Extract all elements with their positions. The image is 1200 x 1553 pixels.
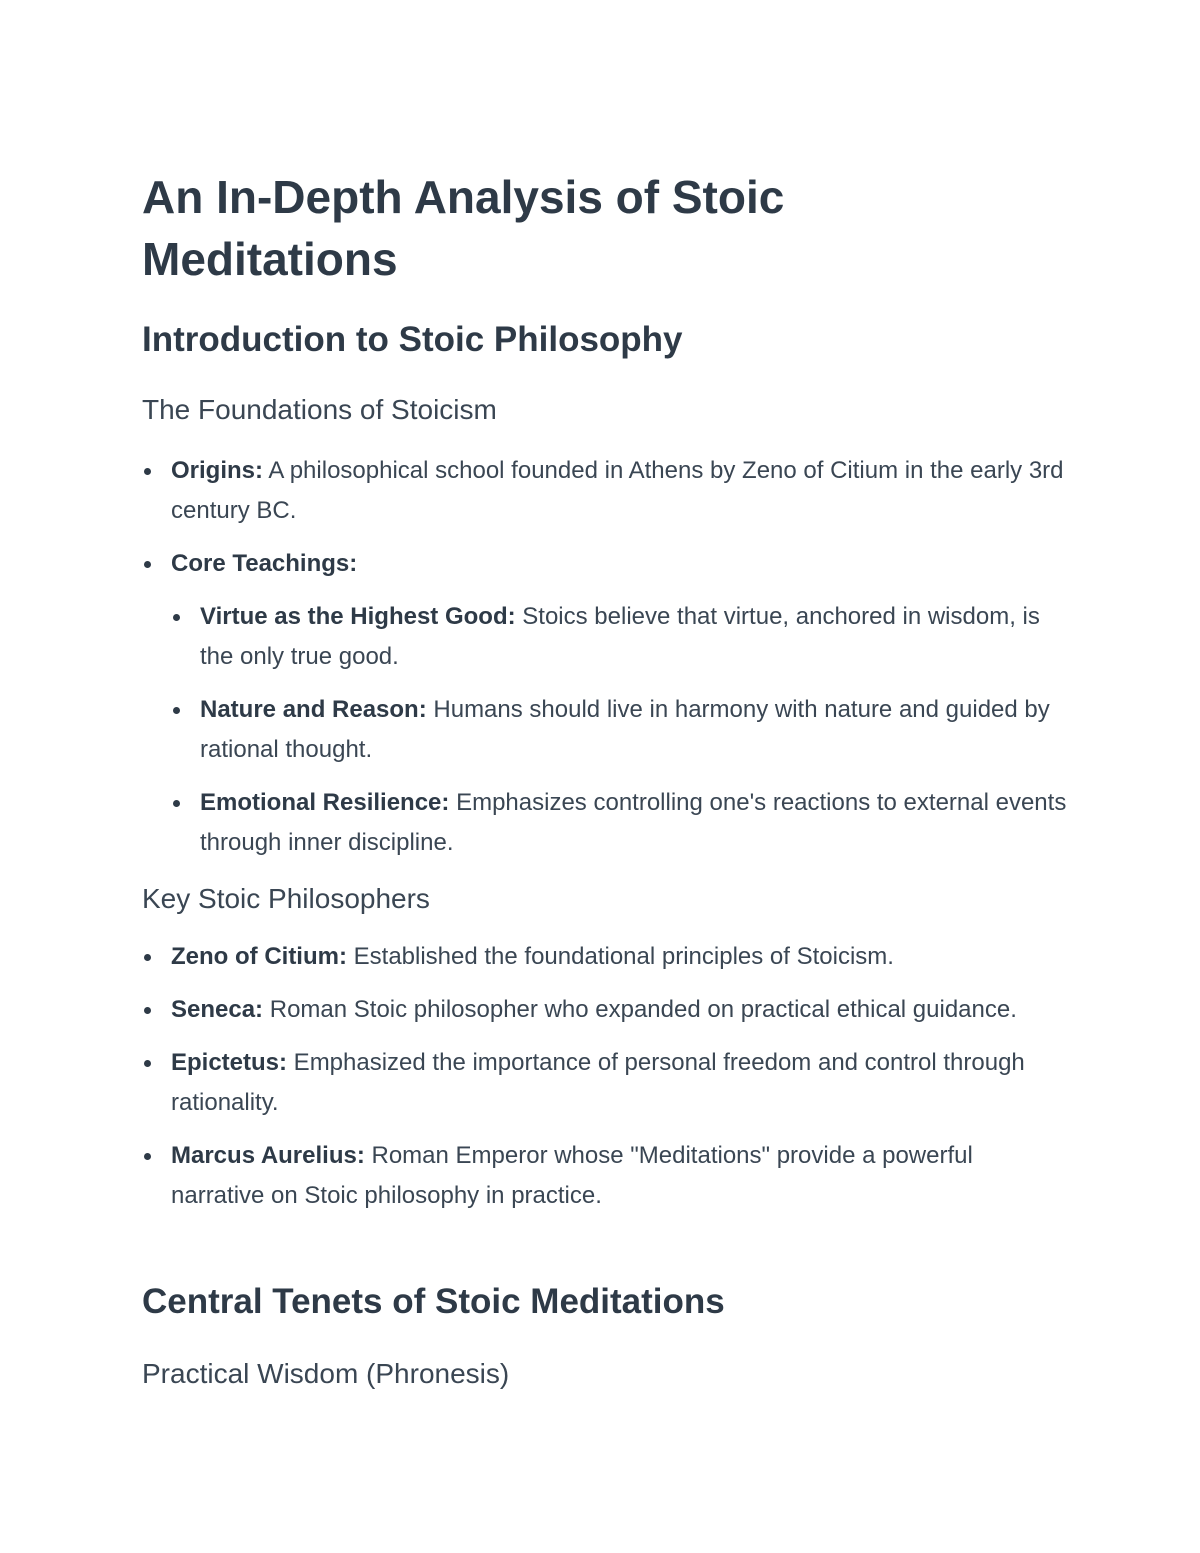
list-item-term: Core Teachings: xyxy=(171,550,358,577)
nested-list-container xyxy=(142,597,1072,863)
section-heading-central-tenets: Central Tenets of Stoic Meditations xyxy=(142,1282,725,1321)
list-item-text: Humans should live in harmony with nature and guided by rational thought. xyxy=(200,696,1050,763)
bullet-icon xyxy=(144,1153,151,1160)
list-item-origins xyxy=(142,451,1072,531)
list-item-text: Emphasized the importance of personal freedom and control through rationality. xyxy=(171,1049,1025,1116)
list-item-term: Zeno of Citium: xyxy=(171,943,347,970)
list-item-text: Roman Stoic philosopher who expanded on practical ethical guidance. xyxy=(263,996,1017,1023)
philosophers-list xyxy=(142,937,1072,1216)
list-item-term: Marcus Aurelius: xyxy=(171,1142,365,1169)
list-item-term: Epictetus: xyxy=(171,1049,288,1076)
bullet-icon xyxy=(173,800,180,807)
list-item-term: Virtue as the Highest Good: xyxy=(200,603,516,630)
list-item-core-teachings xyxy=(142,544,1072,584)
subsection-heading-practical-wisdom: Practical Wisdom (Phronesis) xyxy=(142,1358,510,1389)
bullet-icon xyxy=(173,614,180,621)
section-heading-introduction: Introduction to Stoic Philosophy xyxy=(142,320,683,359)
document-title: An In-Depth Analysis of Stoic Meditations xyxy=(142,171,785,285)
bullet-icon xyxy=(144,954,151,961)
sublist-item-nature xyxy=(171,690,1072,770)
bullet-icon xyxy=(144,1060,151,1067)
list-item-term: Seneca: xyxy=(171,996,264,1023)
list-item-term: Emotional Resilience: xyxy=(200,789,450,816)
subsection-heading-foundations: The Foundations of Stoicism xyxy=(142,394,497,425)
list-item-term: Nature and Reason: xyxy=(200,696,427,723)
bullet-icon xyxy=(144,468,151,475)
list-item-seneca xyxy=(142,990,1072,1030)
list-item-zeno xyxy=(142,937,1072,977)
bullet-icon xyxy=(173,707,180,714)
core-teachings-sublist xyxy=(171,597,1072,863)
list-item-text: Established the foundational principles of Stoicism. xyxy=(346,943,894,970)
list-item-term: Origins: xyxy=(171,457,264,484)
subsection-heading-philosophers: Key Stoic Philosophers xyxy=(142,883,430,914)
list-item-text: Roman Emperor whose "Meditations" provide a powerful narrative on Stoic philosophy in practice. xyxy=(171,1142,973,1209)
bullet-icon xyxy=(144,1007,151,1014)
list-item-text: Stoics believe that virtue, anchored in wisdom, is the only true good. xyxy=(200,603,1040,670)
foundations-list xyxy=(142,451,1072,863)
list-item-text: Emphasizes controlling one's reactions to external events through inner discipline. xyxy=(200,789,1067,856)
list-item-marcus-aurelius xyxy=(142,1136,1072,1216)
sublist-item-resilience xyxy=(171,783,1072,863)
sublist-item-virtue xyxy=(171,597,1072,677)
bullet-icon xyxy=(144,561,151,568)
list-item-epictetus xyxy=(142,1043,1072,1123)
list-item-text: A philosophical school founded in Athens by Zeno of Citium in the early 3rd century BC. xyxy=(171,457,1064,524)
